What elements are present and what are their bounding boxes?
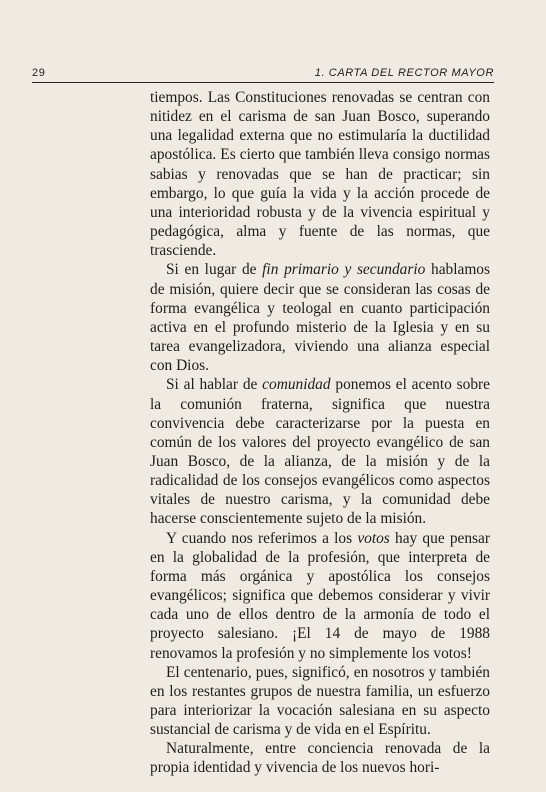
emphasis-votos: votos — [357, 529, 390, 547]
running-title: 1. CARTA DEL RECTOR MAYOR — [314, 67, 494, 79]
running-header — [32, 66, 494, 83]
paragraph-6: Naturalmente, entre conciencia renovada de la propia identidad y vivencia de los nuevos hori- — [150, 740, 490, 777]
paragraph-5: El centenario, pues, significó, en nosotros y también en los restantes grupos de nuestra familia, un esfuerzo para interiorizar la vocación salesiana en su aspecto sustancial de carisma y de vida en el Espíritu. — [150, 663, 490, 739]
paragraph-1: tiempos. Las Constituciones renovadas se centran con nitidez en el carisma de san Juan Bosco, superando una legalidad externa que no estimularía la ductilidad apostólica. Es cierto que también lleva consigo normas sabias y renovadas que se han de practicar; sin embargo, lo que guía la vida y la acción procede de una interioridad robusta y de la vivencia espiritual y pedagógica, alma y fuente de las normas, que trasciende. — [150, 89, 490, 260]
paragraph-4: Y cuando nos referimos a los votos hay que pensar en la globalidad de la profesión, que interpreta de forma más orgánica y apostólica los consejos evangélicos; significa que debemos considerar y vivir cada uno de ellos dentro de la armonía de todo el proyecto salesiano. ¡El 14 de mayo de 1988 renovamos la profesión y no simplemente los votos! — [150, 529, 491, 662]
body-text — [150, 88, 490, 778]
emphasis-fin-primario: fin primario y secundario — [262, 261, 426, 279]
page-number: 29 — [32, 67, 46, 79]
paragraph-2: Si en lugar de fin primario y secundario hablamos de misión, quiere decir que se consideran las cosas de forma evangélica y teologal en cuanto participación activa en el profundo misterio de la Iglesia y en su tarea evangelizadora, viviendo una alianza especial con Dios. — [150, 261, 490, 375]
emphasis-comunidad: comunidad — [262, 376, 331, 394]
paragraph-3: Si al hablar de comunidad ponemos el acento sobre la comunión fraterna, significa que nuestra convivencia debe caracterizarse por la puesta en común de los valores del proyecto evangélico de san Juan Bosco, de la alianza, de la misión y de la radicalidad de los consejos evangélicos como aspectos vitales de nuestro carisma, y la comunidad debe hacerse conscientemente sujeto de la misión. — [150, 376, 490, 528]
